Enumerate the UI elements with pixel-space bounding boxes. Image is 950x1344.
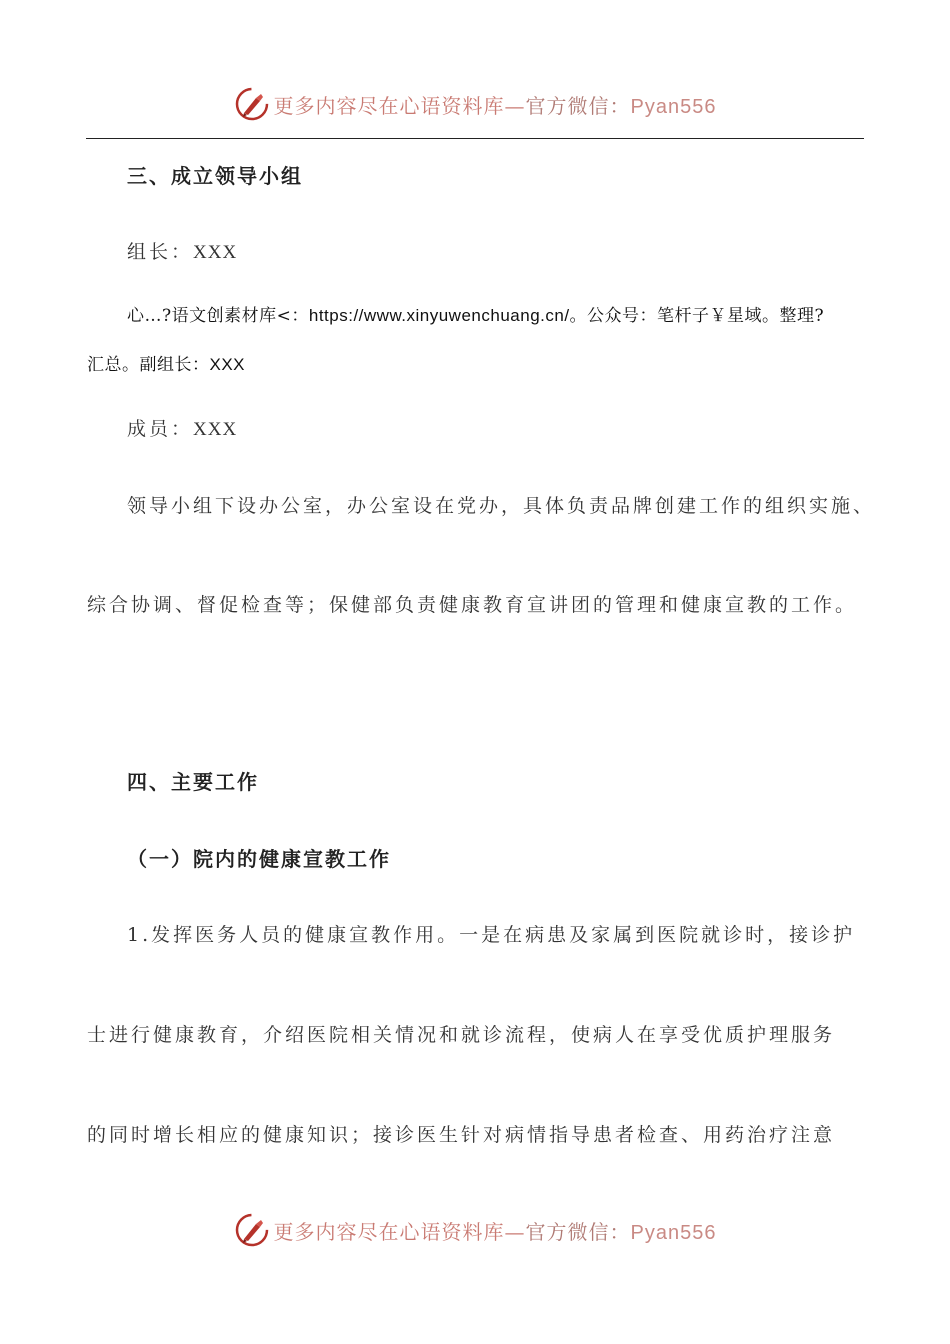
header-banner <box>0 82 950 126</box>
footer-wechat-id: Pyan556 <box>630 1221 717 1244</box>
banner-contact-label: 官方微信： <box>525 93 631 118</box>
banner-main-text: 更多内容尽在心语资料库 <box>273 93 505 118</box>
item1-line-1: 1.发挥医务人员的健康宣教作用。一是在病患及家属到医院就诊时，接诊护 <box>127 924 856 946</box>
header-divider <box>86 138 864 139</box>
footer-dash: — <box>504 1219 526 1244</box>
pen-nib-circle-icon <box>234 1212 270 1248</box>
item1-line-3: 的同时增长相应的健康知识；接诊医生针对病情指导患者检查、用药治疗注意 <box>87 1124 836 1146</box>
footer-contact-label: 官方微信： <box>525 1219 631 1244</box>
watermark-line-1 <box>127 301 824 326</box>
header-banner-text <box>274 90 717 119</box>
members-label: 成员： <box>127 418 194 440</box>
banner-wechat-id: Pyan556 <box>630 95 717 118</box>
section4-heading: 四、主要工作 <box>127 770 259 794</box>
members-value: XXX <box>193 419 238 440</box>
deputy-value: XXX <box>209 355 246 374</box>
footer-banner <box>0 1208 950 1252</box>
members-line <box>127 414 237 441</box>
watermark-url: https://www.xinyuwenchuang.cn/ <box>308 306 570 325</box>
subsection1-heading: （一）院内的健康宣教工作 <box>127 847 391 871</box>
leader-value: XXX <box>193 242 238 263</box>
watermark-line-2 <box>87 350 245 375</box>
office-paragraph-line-1: 领导小组下设办公室，办公室设在党办，具体负责品牌创建工作的组织实施、 <box>127 495 876 517</box>
watermark-suffix: 。公众号：笔杆子￥星域。整理? <box>569 306 825 326</box>
office-paragraph-line-2: 综合协调、督促检查等；保健部负责健康教育宣讲团的管理和健康宣教的工作。 <box>87 594 858 616</box>
footer-banner-text <box>274 1216 717 1245</box>
watermark-prefix: 心…?语文创素材库<： <box>127 306 309 326</box>
banner-dash: — <box>504 93 526 118</box>
item1-line-2: 士进行健康教育，介绍医院相关情况和就诊流程，使病人在享受优质护理服务 <box>87 1024 836 1046</box>
watermark-line2-prefix: 汇总。副组长： <box>87 355 210 375</box>
section3-heading: 三、成立领导小组 <box>127 164 303 188</box>
leader-line <box>127 237 237 264</box>
leader-label: 组长： <box>127 241 194 263</box>
footer-main-text: 更多内容尽在心语资料库 <box>273 1219 505 1244</box>
pen-nib-circle-icon <box>234 86 270 122</box>
